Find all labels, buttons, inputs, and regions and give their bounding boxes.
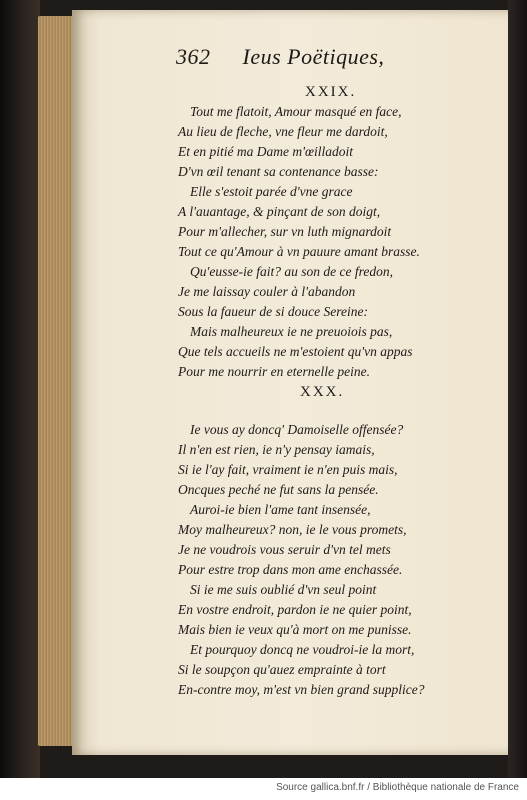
sonnet-title: XXIX. <box>305 84 357 100</box>
verse-line: En vostre endroit, pardon ie ne quier point, <box>178 602 412 617</box>
verse-line: Pour estre trop dans mon ame enchassée. <box>178 562 403 577</box>
book-page <box>72 10 512 755</box>
page-text <box>72 10 512 755</box>
verse-line: A l'auantage, & pinçant de son doigt, <box>178 204 381 219</box>
verse-line: Mais bien ie veux qu'à mort on me punisse. <box>178 622 412 637</box>
verse-line: Je ne voudrois vous seruir d'vn tel mets <box>178 542 391 557</box>
running-title: Ieus Poëtiques, <box>242 44 385 69</box>
verse-line: Il n'en est rien, ie n'y pensay iamais, <box>178 442 375 457</box>
page-edges <box>38 16 74 746</box>
verse-line: Et pourquoy doncq ne voudroi-ie la mort, <box>190 642 415 657</box>
verse-line: Tout ce qu'Amour à vn pauure amant brasse. <box>178 244 420 259</box>
running-head <box>176 44 384 70</box>
verse-line: Mais malheureux ie ne preuoiois pas, <box>190 324 393 339</box>
verse-line: Pour me nourrir en eternelle peine. <box>178 364 370 379</box>
verse-line: D'vn œil tenant sa contenance basse: <box>178 164 379 179</box>
source-credit: Source gallica.bnf.fr / Bibliothèque nationale de France <box>276 782 519 793</box>
verse-line: Pour m'allecher, sur vn luth mignardoit <box>178 224 392 239</box>
verse-line: Qu'eusse-ie fait? au son de ce fredon, <box>190 264 393 279</box>
footer-bar <box>0 778 527 800</box>
verse-line: Moy malheureux? non, ie le vous promets, <box>178 522 407 537</box>
verse-line: Sous la faueur de si douce Sereine: <box>178 304 368 319</box>
verse-line: Et en pitié ma Dame m'œilladoit <box>178 144 353 159</box>
verse-line: Elle s'estoit parée d'vne grace <box>190 184 353 199</box>
verse-line: Si ie l'ay fait, vraiment ie n'en puis mais, <box>178 462 398 477</box>
verse-line: Si le soupçon qu'auez emprainte à tort <box>178 662 386 677</box>
verse-line: Oncques peché ne fut sans la pensée. <box>178 482 379 497</box>
binding-shadow <box>0 0 40 778</box>
verse-line: Je me laissay couler à l'abandon <box>178 284 356 299</box>
verse-line: Tout me flatoit, Amour masqué en face, <box>190 104 402 119</box>
verse-line: En-contre moy, m'est vn bien grand supplice? <box>178 682 425 697</box>
sonnet-title: XXX. <box>300 384 345 400</box>
verse-line: Au lieu de fleche, vne fleur me dardoit, <box>178 124 388 139</box>
verse-line: Si ie me suis oublié d'vn seul point <box>190 582 377 597</box>
verse-line: Que tels accueils ne m'estoient qu'vn appas <box>178 344 413 359</box>
verse-line: Auroi-ie bien l'ame tant insensée, <box>190 502 371 517</box>
verse-line: Ie vous ay doncq' Damoiselle offensée? <box>190 422 404 437</box>
page-number: 362 <box>176 44 211 69</box>
right-edge-shadow <box>508 0 527 778</box>
